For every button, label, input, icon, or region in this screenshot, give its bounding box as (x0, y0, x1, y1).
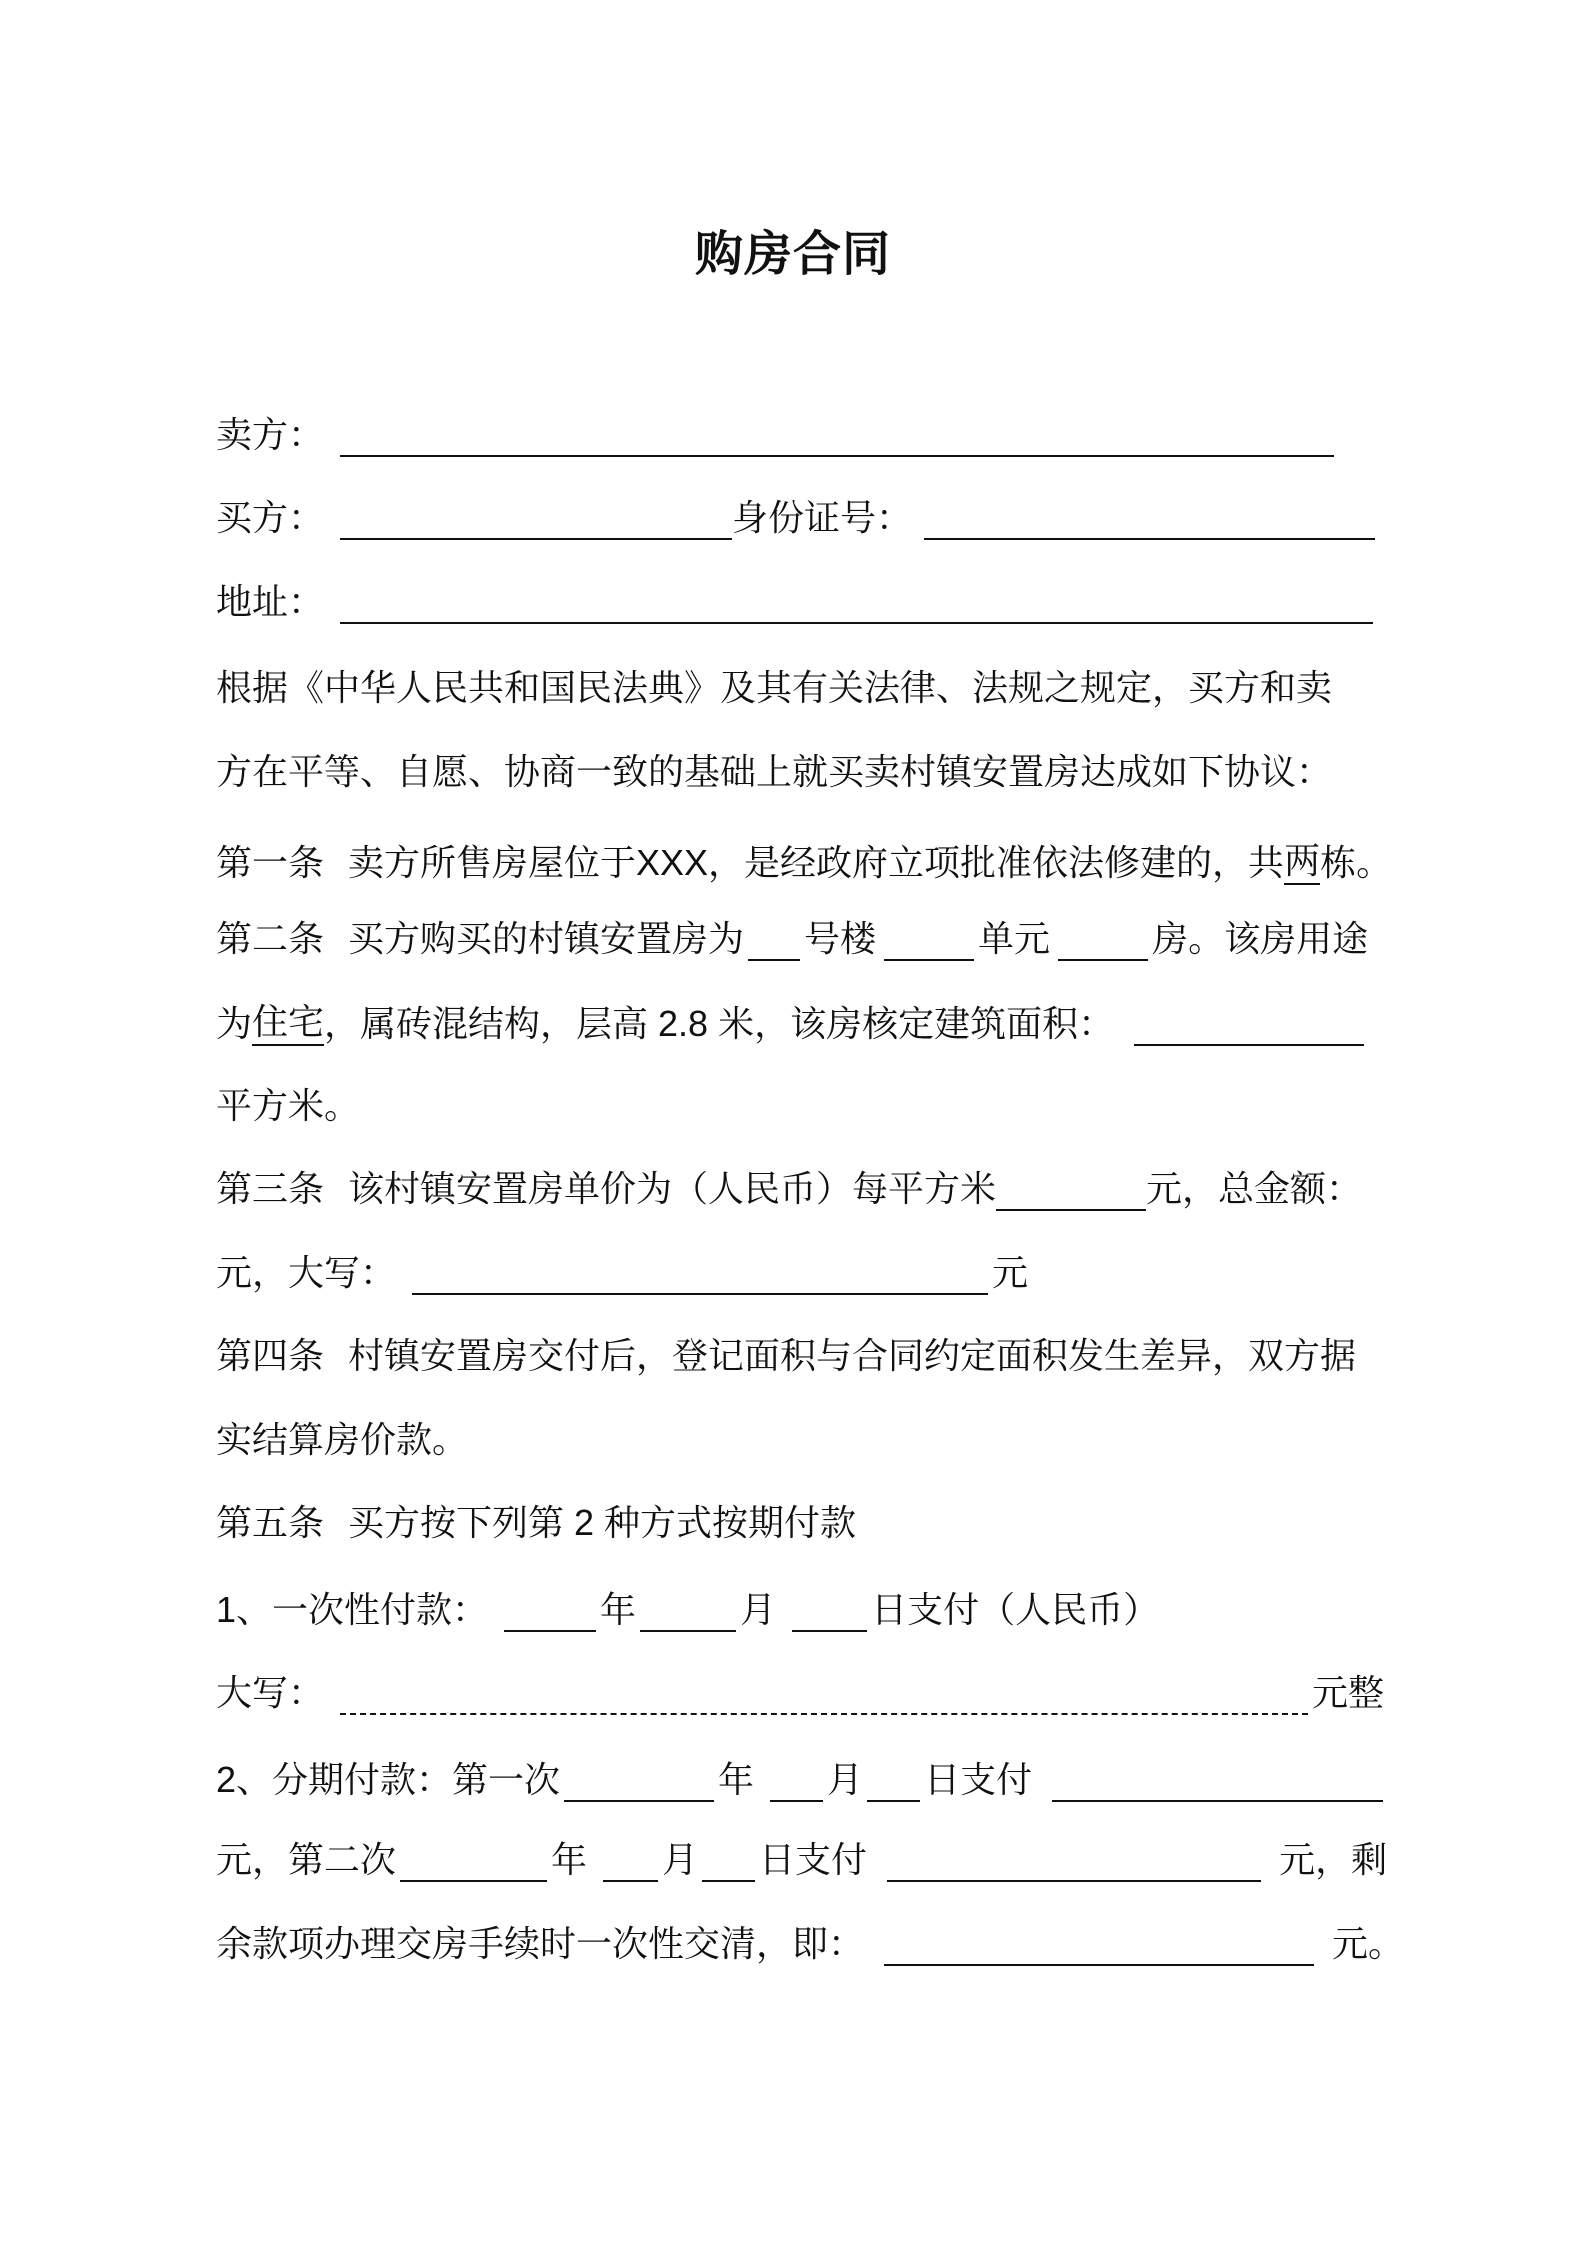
article-1-head: 第一条 (216, 842, 325, 883)
building-number-field[interactable] (748, 919, 800, 961)
article-2-line-3: 平方米。 (216, 1085, 361, 1126)
day-label: 日支付（人民币） (871, 1589, 1160, 1630)
option-1-caps-field[interactable] (340, 1673, 1308, 1715)
year-label: 年 (551, 1839, 588, 1880)
article-2-text: 买方购买的村镇安置房为 (348, 918, 745, 959)
total-label: 元，总金额： (1146, 1168, 1363, 1209)
article-1-unit: 栋。 (1320, 842, 1393, 883)
floor-area-field[interactable] (1134, 1004, 1364, 1046)
article-4-line-2: 实结算房价款。 (216, 1419, 469, 1460)
second-day-field[interactable] (702, 1840, 755, 1882)
article-5 (216, 1501, 856, 1545)
article-4-text: 村镇安置房交付后，登记面积与合同约定面积发生差异，双方据 (348, 1335, 1357, 1376)
option-1-label: 1、一次性付款： (216, 1589, 489, 1630)
option-1-year-field[interactable] (504, 1590, 596, 1632)
unit-label: 单元 (978, 918, 1051, 959)
article-3-line-2 (216, 1251, 1028, 1295)
article-2-head: 第二条 (216, 918, 325, 959)
second-month-field[interactable] (603, 1840, 658, 1882)
seller-label: 卖方： (216, 414, 325, 455)
second-payment-label: 元，第二次 (216, 1839, 397, 1880)
document-title: 购房合同 (694, 228, 891, 281)
option-2-label: 2、分期付款：第一次 (216, 1759, 561, 1800)
option-1-month-field[interactable] (640, 1590, 736, 1632)
address-field[interactable] (340, 582, 1373, 624)
article-5-text: 买方按下列第 2 种方式按期付款 (348, 1502, 857, 1543)
seller-line (216, 413, 1338, 457)
month-label: 月 (827, 1759, 864, 1800)
yuan-label: 元 (992, 1252, 1029, 1293)
first-day-field[interactable] (867, 1760, 920, 1802)
month-label: 月 (662, 1839, 699, 1880)
day-label: 日支付 (924, 1759, 1033, 1800)
option-2-line-2 (216, 1838, 1387, 1882)
id-number-field[interactable] (924, 498, 1375, 540)
article-2-line-2 (216, 1000, 1368, 1046)
preamble-line-2: 方在平等、自愿、协商一致的基础上就买卖村镇安置房达成如下协议： (216, 751, 1333, 792)
article-5-head: 第五条 (216, 1502, 325, 1543)
article-2-text-b: ，属砖混结构，层高 2.8 米，该房核定建筑面积： (324, 1003, 1115, 1044)
article-2-text-a: 为 (216, 1003, 253, 1044)
option-1-day-field[interactable] (792, 1590, 867, 1632)
yuan-label: 元。 (1332, 1923, 1405, 1964)
article-3-text: 该村镇安置房单价为（人民币）每平方米 (348, 1168, 997, 1209)
balance-text: 余款项办理交房手续时一次性交清，即： (216, 1923, 865, 1964)
unit-number-field[interactable] (884, 919, 974, 961)
room-label: 房。该房用途 (1152, 918, 1369, 959)
remaining-label: 元，剩 (1279, 1839, 1388, 1880)
second-year-field[interactable] (400, 1840, 547, 1882)
balance-amount-field[interactable] (884, 1924, 1314, 1966)
article-3 (216, 1167, 1362, 1211)
article-2 (216, 917, 1368, 961)
buyer-line (216, 496, 1379, 540)
buyer-field[interactable] (340, 498, 732, 540)
seller-field[interactable] (340, 415, 1334, 457)
buyer-label: 买方： (216, 497, 325, 538)
first-month-field[interactable] (770, 1760, 823, 1802)
yuan-zheng-label: 元整 (1312, 1672, 1385, 1713)
article-4 (216, 1334, 1356, 1378)
year-label: 年 (600, 1589, 637, 1630)
option-2-line-3 (216, 1922, 1404, 1966)
article-4-head: 第四条 (216, 1335, 325, 1376)
option-1-caps (216, 1671, 1384, 1715)
article-1-text: 卖方所售房屋位于XXX，是经政府立项批准依法修建的，共 (348, 842, 1285, 883)
option-1 (216, 1588, 1159, 1632)
article-3-head: 第三条 (216, 1168, 325, 1209)
total-caps-field[interactable] (412, 1253, 988, 1295)
month-label: 月 (740, 1589, 777, 1630)
caps-label: 元，大写： (216, 1252, 397, 1293)
house-use: 住宅 (252, 1000, 324, 1046)
first-year-field[interactable] (564, 1760, 714, 1802)
room-number-field[interactable] (1058, 919, 1148, 961)
id-label: 身份证号： (732, 497, 913, 538)
option-2 (216, 1758, 1387, 1802)
address-line (216, 580, 1377, 624)
address-label: 地址： (216, 581, 325, 622)
second-amount-field[interactable] (887, 1840, 1261, 1882)
preamble-line-1: 根据《中华人民共和国民法典》及其有关法律、法规之规定，买方和卖 (216, 667, 1333, 708)
unit-price-field[interactable] (996, 1169, 1146, 1211)
building-count: 两 (1284, 839, 1320, 885)
article-1 (216, 839, 1392, 885)
building-label: 号楼 (804, 918, 877, 959)
year-label: 年 (718, 1759, 755, 1800)
day-label: 日支付 (759, 1839, 868, 1880)
option-1-caps-label: 大写： (216, 1672, 325, 1713)
first-amount-field[interactable] (1052, 1760, 1383, 1802)
